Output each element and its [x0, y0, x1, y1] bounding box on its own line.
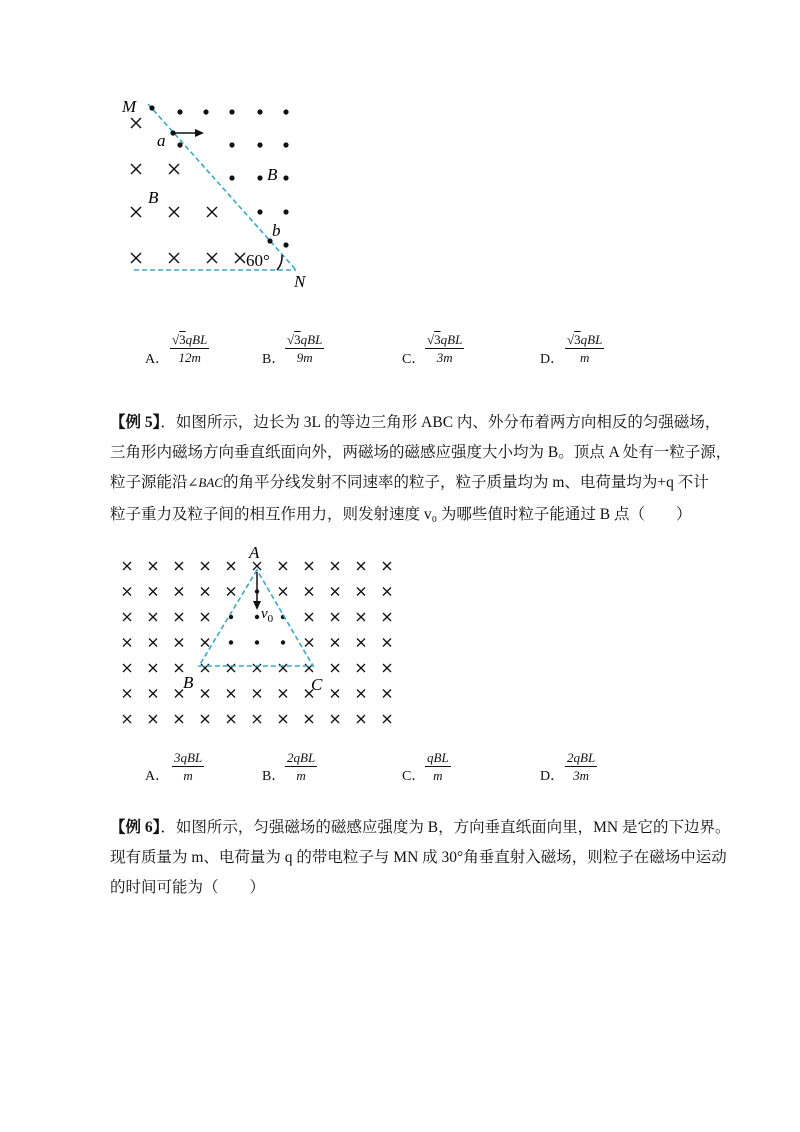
cross-mark: [305, 715, 313, 723]
angle-label: 60°: [246, 251, 270, 270]
field-dot: [229, 640, 233, 644]
cross-mark: [383, 715, 391, 723]
example6-line2: 现有质量为 m、电荷量为 q 的带电粒子与 MN 成 30°角垂直射入磁场，则粒子在磁场中运动: [110, 849, 727, 866]
option-c-fraction: qBL m: [427, 750, 449, 783]
cross-mark: [201, 715, 209, 723]
field-dot: [281, 640, 285, 644]
cross-mark: [305, 588, 313, 596]
cross-mark: [149, 690, 157, 698]
velocity-arrow-v0: [253, 572, 261, 610]
field-dot: [255, 615, 259, 619]
option-d-fraction: √3qBL m: [567, 332, 603, 365]
cross-mark: [357, 664, 365, 672]
cross-mark: [201, 639, 209, 647]
cross-mark: [175, 664, 183, 672]
cross-mark: [227, 588, 235, 596]
label-n: N: [294, 272, 306, 291]
cross-mark: [279, 562, 287, 570]
label-c: C: [311, 675, 323, 694]
cross-mark: [331, 690, 339, 698]
option-b-fraction: √3qBL 9m: [287, 332, 323, 365]
boundary-line-mn: [148, 104, 296, 270]
cross-mark: [123, 715, 131, 723]
label-a: a: [157, 131, 166, 150]
cross-mark: [201, 613, 209, 621]
cross-mark: [227, 715, 235, 723]
example5-line1: 【例 5】．如图所示，边长为 3L 的等边三角形 ABC 内、外分布着两方向相反的匀强磁场，: [110, 414, 721, 431]
cross-mark: [279, 715, 287, 723]
cross-mark: [175, 562, 183, 570]
cross-mark: [357, 715, 365, 723]
cross-mark: [149, 715, 157, 723]
figure-triangle-field: [115, 540, 405, 735]
angle-arc-60: [277, 255, 282, 270]
cross-mark: [357, 562, 365, 570]
cross-mark: [227, 690, 235, 698]
option-c-letter: C．: [402, 769, 426, 784]
cross-mark: [253, 715, 261, 723]
cross-mark: [227, 562, 235, 570]
option-b-letter: B．: [262, 769, 286, 784]
label-b-point: b: [272, 221, 281, 240]
cross-mark: [331, 639, 339, 647]
cross-mark: [123, 562, 131, 570]
option-a-fraction: √3qBL 12m: [172, 332, 208, 365]
cross-mark: [357, 588, 365, 596]
cross-mark: [123, 588, 131, 596]
cross-mark: [175, 613, 183, 621]
example5-line3: 粒子源能沿∠BAC的角平分线发射不同速率的粒子，粒子质量均为 m、电荷量均为+q 不计: [110, 474, 709, 491]
cross-mark: [253, 690, 261, 698]
example5-line4: 粒子重力及粒子间的相互作用力，则发射速度 v₀ 为哪些值时粒子能通过 B 点（ ）: [110, 506, 692, 523]
cross-mark: [357, 613, 365, 621]
cross-mark: [131, 118, 141, 128]
field-dot: [229, 615, 233, 619]
velocity-arrow-a: [173, 129, 204, 137]
cross-mark: [383, 639, 391, 647]
cross-mark: [279, 588, 287, 596]
cross-mark: [331, 715, 339, 723]
cross-mark: [123, 690, 131, 698]
cross-mark: [123, 639, 131, 647]
cross-mark: [383, 613, 391, 621]
example6-line1: 【例 6】．如图所示，匀强磁场的磁感应强度为 B，方向垂直纸面向里，MN 是它的下边界。: [110, 819, 731, 836]
sqrt-sign: √: [172, 332, 180, 347]
cross-mark: [149, 639, 157, 647]
cross-mark: [175, 690, 183, 698]
cross-mark: [305, 639, 313, 647]
label-a: A: [249, 543, 260, 562]
cross-mark: [331, 588, 339, 596]
cross-mark: [201, 562, 209, 570]
cross-mark: [149, 562, 157, 570]
cross-mark: [331, 562, 339, 570]
option-a-fraction: 3qBL m: [174, 750, 203, 783]
cross-mark: [123, 613, 131, 621]
example6-line3: 的时间可能为（ ）: [110, 879, 266, 896]
cross-mark: [175, 639, 183, 647]
option-b-letter: B．: [262, 352, 286, 367]
cross-mark: [305, 562, 313, 570]
option-c-letter: C．: [402, 352, 426, 367]
cross-mark: [357, 639, 365, 647]
cross-mark: [279, 690, 287, 698]
cross-mark: [357, 690, 365, 698]
cross-mark: [149, 664, 157, 672]
label-v0: $v_0$: [261, 606, 274, 625]
cross-mark: [383, 664, 391, 672]
example5-line2: 三角形内磁场方向垂直纸面向外，两磁场的磁感应强度大小均为 B。顶点 A 处有一粒子源，: [110, 444, 732, 461]
cross-mark: [331, 664, 339, 672]
cross-mark: [123, 664, 131, 672]
label-b-field-left: B: [148, 188, 159, 207]
cross-mark: [383, 690, 391, 698]
option-b-fraction: 2qBL m: [287, 750, 316, 783]
cross-mark: [331, 613, 339, 621]
cross-mark: [383, 588, 391, 596]
example5-tag: 【例 5】: [110, 414, 161, 431]
field-dot: [255, 640, 259, 644]
cross-mark: [201, 690, 209, 698]
label-b-field-right: B: [267, 165, 278, 184]
example6-tag: 【例 6】: [110, 819, 161, 836]
cross-mark: [201, 588, 209, 596]
cross-mark: [175, 588, 183, 596]
cross-mark: [149, 613, 157, 621]
cross-mark: [149, 588, 157, 596]
option-d-letter: D．: [540, 769, 565, 784]
label-m: M: [122, 97, 137, 116]
label-b: B: [183, 673, 194, 692]
figure-magnetic-boundary-mn: [110, 90, 330, 295]
cross-mark: [175, 715, 183, 723]
option-d-fraction: 2qBL 3m: [567, 750, 596, 783]
option-d-letter: D．: [540, 352, 565, 367]
option-a-letter: A．: [145, 352, 170, 367]
cross-mark: [305, 613, 313, 621]
angle-bac: ∠BAC: [187, 475, 223, 490]
option-c-fraction: √3qBL 3m: [427, 332, 463, 365]
cross-mark: [383, 562, 391, 570]
option-a-letter: A．: [145, 769, 170, 784]
